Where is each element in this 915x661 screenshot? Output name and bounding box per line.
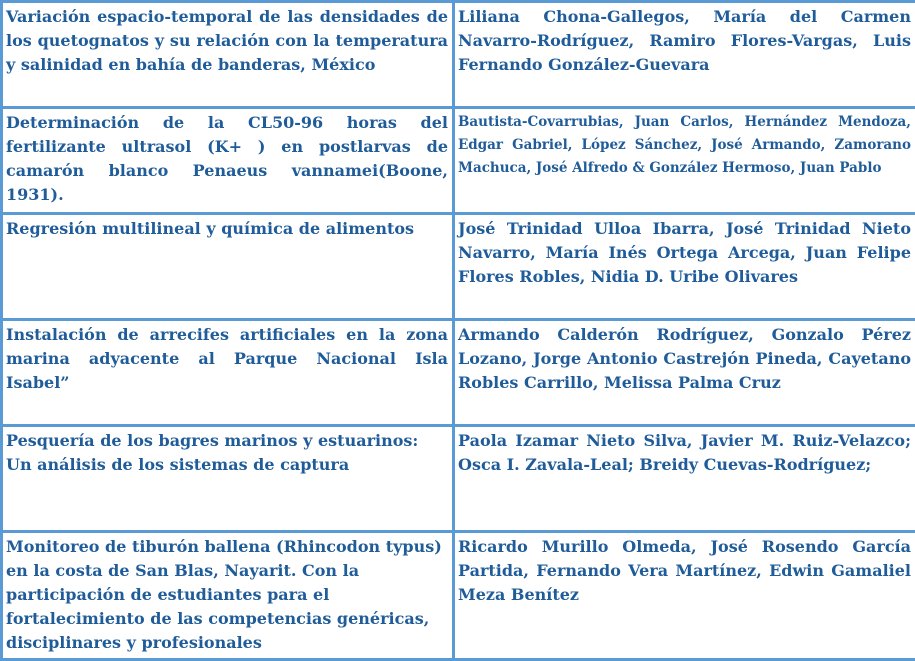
table-row <box>2 320 915 426</box>
paper-authors: Bautista-Covarrubias, Juan Carlos, Hernández Mendoza, Edgar Gabriel, López Sánchez, José Armando, Zamorano Machuca, José Alfredo & González Hermoso, Juan Pablo <box>454 108 915 214</box>
table-row <box>2 214 915 320</box>
paper-title <box>2 426 454 532</box>
paper-title-line: fortalecimiento de las competencias genéricas, <box>6 607 448 631</box>
paper-title: Instalación de arrecifes artificiales en la zona marina adyacente al Parque Nacional Isla Isabel” <box>2 320 454 426</box>
paper-title-line: en la costa de San Blas, Nayarit. Con la <box>6 559 448 583</box>
paper-title-line: Un análisis de los sistemas de captura <box>6 453 448 477</box>
paper-authors: Ricardo Murillo Olmeda, José Rosendo García Partida, Fernando Vera Martínez, Edwin Gamaliel Meza Benítez <box>454 532 915 660</box>
paper-title: Variación espacio-temporal de las densidades de los quetognatos y su relación con la temperatura y salinidad en bahía de banderas, México <box>2 2 454 108</box>
table-row <box>2 426 915 532</box>
paper-title: Determinación de la CL50-96 horas del fertilizante ultrasol (K+ ) en postlarvas de camarón blanco Penaeus vannamei(Boone, 1931). <box>2 108 454 214</box>
paper-authors: Paola Izamar Nieto Silva, Javier M. Ruiz-Velazco; Osca I. Zavala-Leal; Breidy Cuevas-Rodríguez; <box>454 426 915 532</box>
paper-title <box>2 532 454 660</box>
paper-title-line: Pesquería de los bagres marinos y estuarinos: <box>6 429 448 453</box>
paper-title-line: Monitoreo de tiburón ballena (Rhincodon typus) <box>6 535 448 559</box>
table-row <box>2 532 915 660</box>
paper-authors: Armando Calderón Rodríguez, Gonzalo Pérez Lozano, Jorge Antonio Castrejón Pineda, Cayetano Robles Carrillo, Melissa Palma Cruz <box>454 320 915 426</box>
paper-title-line: disciplinares y profesionales <box>6 631 448 655</box>
paper-title-line: participación de estudiantes para el <box>6 583 448 607</box>
paper-authors: Liliana Chona-Gallegos, María del Carmen Navarro-Rodríguez, Ramiro Flores-Vargas, Luis Fernando González-Guevara <box>454 2 915 108</box>
table-row <box>2 2 915 108</box>
paper-authors: José Trinidad Ulloa Ibarra, José Trinidad Nieto Navarro, María Inés Ortega Arcega, Juan Felipe Flores Robles, Nidia D. Uribe Olivares <box>454 214 915 320</box>
table-row <box>2 108 915 214</box>
paper-title: Regresión multilineal y química de alimentos <box>2 214 454 320</box>
